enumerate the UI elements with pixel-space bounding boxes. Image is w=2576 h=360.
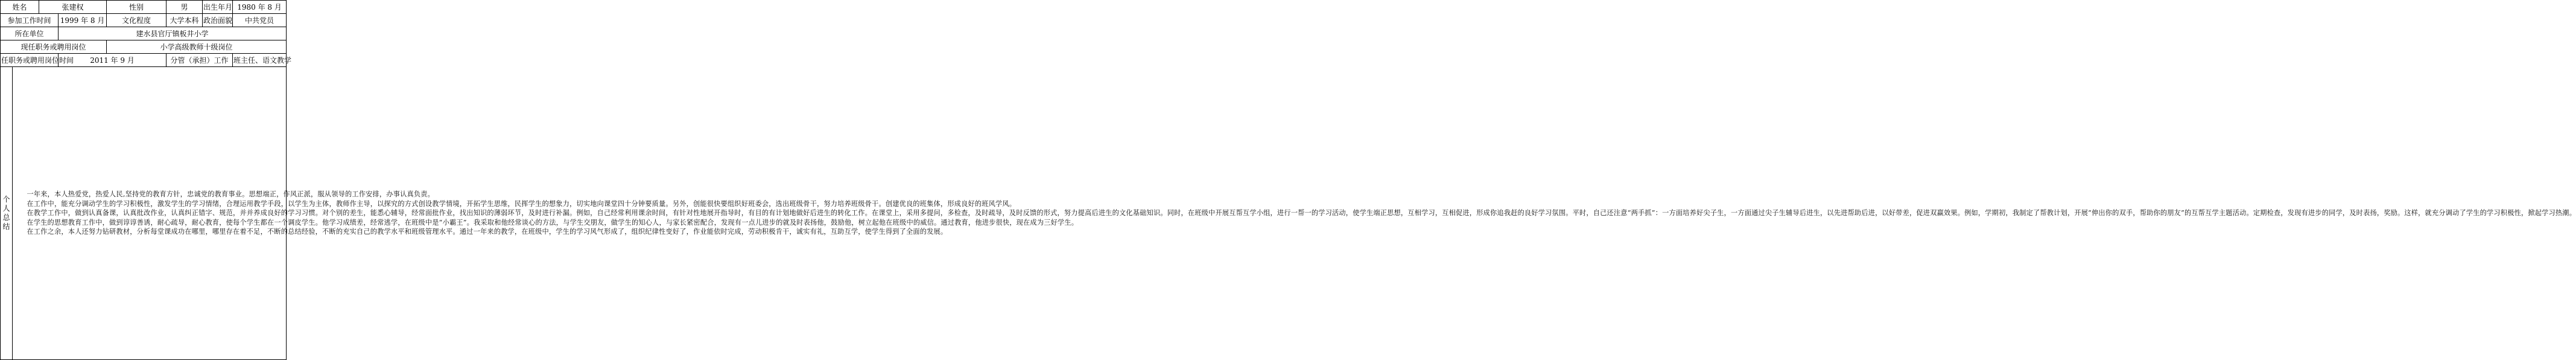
appoint-time-label: 任职务或聘用岗位时间 bbox=[1, 54, 59, 67]
summary-paragraph: 在教学工作中，做到认真备课，认真批改作业，认真纠正错字、规范，并并养成良好的学习习惯。对个别的差生，能悉心辅导，经常面批作业，找出知识的薄弱环节，及时进行补漏。例如，自己经常利用课余时间，有针对性地展开指导时，有目的有计划地做好后进生的转化工作。在课堂上，采用多提问，多检查，及时疏导，及时反馈的形式，努力提高后进生的文化基础知识。同时，在班级中开展互帮互学小组，进行一帮一的学习活动，使学生端正思想，互相学习，互相促进，形成你追我赶的良好学习氛围。平时，自己还注意“两手抓”：一方面培养好尖子生，一方面通过尖子生辅导后进生，以先进帮助后进，以好带差，促进双赢效果。例如，学期初，我制定了帮教计划，开展“伸出你的双手，帮助你的朋友”的互帮互学主题活动。定期检查，发现有进步的同学，及时表扬，奖励。这样，就充分调动了学生的学习积极性，掀起学习热潮。 bbox=[27, 209, 2576, 217]
education-label: 文化程度 bbox=[107, 14, 167, 27]
name-value: 张建权 bbox=[39, 1, 107, 14]
position-value: 小学高级教师十级岗位 bbox=[107, 40, 287, 54]
duty-label: 分管（承担）工作 bbox=[167, 54, 233, 67]
appoint-time-value: 2011 年 9 月 bbox=[59, 54, 167, 67]
summary-paragraph: 在工作中，能充分调动学生的学习积极性，激发学生的学习情绪，合理运用教学手段，以学生为主体，教师作主导，以探究的方式创设教学情境，开拓学生思维，民挥学生的想象力，切实地向课堂四十分钟要质量。另外，创能很快要组织好班委会，选出班级骨干，努力培养班级骨干。创建优良的班集体，形成良好的班风学风。 bbox=[27, 199, 1017, 208]
side-char: 总 bbox=[2, 213, 10, 222]
politics-label: 政治面貌 bbox=[203, 14, 233, 27]
duty-value: 班主任、语文教学 bbox=[233, 54, 287, 67]
position-label: 现任职务或聘用岗位 bbox=[1, 40, 107, 54]
summary-paragraph: 在学生的思想教育工作中，做到谆谆善诱，耐心疏导，耐心教育，使每个学生都在一个调皮学生。他学习成绩差，经常逃学，在班级中是“小霸王”。我采取和他经常谈心的方法，与学生交朋友，做学生的知心人，与家长紧密配合，发现有一点儿进步的就及时表扬他，鼓励他，树立起他在班级中的威信。通过教育，他进步很快，现在成为三好学生。 bbox=[27, 218, 1079, 227]
summary-body bbox=[13, 67, 2576, 360]
work-start-label: 参加工作时间 bbox=[1, 14, 59, 27]
education-value: 大学本科 bbox=[167, 14, 203, 27]
summary-side-label bbox=[1, 67, 13, 360]
politics-value: 中共党员 bbox=[233, 14, 287, 27]
side-char: 结 bbox=[2, 222, 10, 231]
summary-paragraph: 在工作之余，本人还努力钻研教材，分析每堂课成功在哪里，哪里存在着不足，不断的总结经验，不断的充实自己的教学水平和班级管理水平。通过一年来的教学，在班级中，学生的学习风气形成了，组织纪律性变好了，作业能依时完成，劳动积极肯干，诚实有礼，互助互学，使学生得到了全面的发展。 bbox=[27, 228, 948, 236]
side-char: 人 bbox=[2, 204, 10, 213]
name-label: 姓名 bbox=[1, 1, 39, 14]
side-char: 个 bbox=[2, 195, 10, 204]
gender-value: 男 bbox=[167, 1, 203, 14]
birth-label: 出生年月 bbox=[203, 1, 233, 14]
unit-value: 建水县官厅镇板井小学 bbox=[59, 27, 287, 40]
unit-label: 所在单位 bbox=[1, 27, 59, 40]
gender-label: 性别 bbox=[107, 1, 167, 14]
work-start-value: 1999 年 8 月 bbox=[59, 14, 107, 27]
birth-value: 1980 年 8 月 bbox=[233, 1, 287, 14]
summary-paragraph: 一年来，本人热爱党，热爱人民,坚持党的教育方针，忠诚党的教育事业。思想端正，作风正派，服从领导的工作安排，办事认真负责。 bbox=[27, 190, 435, 199]
